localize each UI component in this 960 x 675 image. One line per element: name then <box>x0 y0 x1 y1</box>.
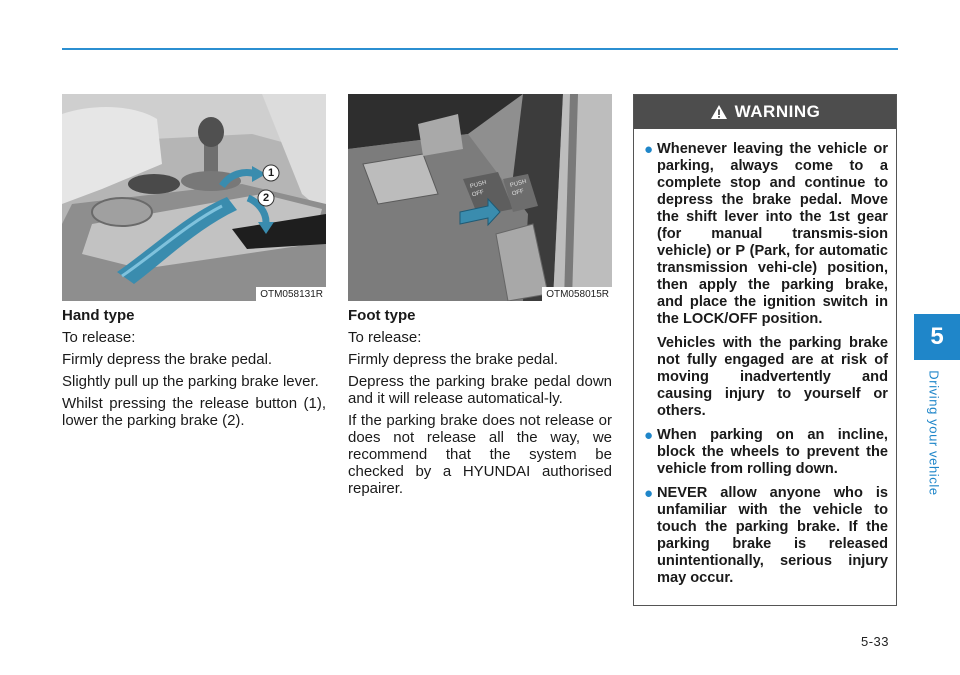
hand-brake-illustration <box>62 94 326 301</box>
warning-triangle-icon <box>710 104 728 120</box>
bullet-icon: ● <box>644 141 654 158</box>
chapter-title: Driving your vehicle <box>926 370 942 496</box>
figure-code: OTM058131R <box>256 287 326 301</box>
pedal-label-off-1: OFF <box>471 189 485 199</box>
pedal-label-push-1: PUSH <box>469 179 488 191</box>
hand-type-section <box>62 307 326 434</box>
warning-header <box>634 95 896 129</box>
warning-box <box>633 94 897 606</box>
warning-text: When parking on an incline, block the wheels to prevent the vehicle from rolling down. <box>657 427 888 477</box>
paragraph: To release: <box>348 329 422 346</box>
section-heading: Foot type <box>348 307 416 324</box>
top-rule <box>62 48 898 50</box>
bullet-icon: ● <box>644 485 654 502</box>
warning-text: Whenever leaving the vehicle or parking, always come to a complete stop and continue to depress the brake pedal. Move the shift lever into the 1st gear (for manual transmis-sion vehicle) or P (Park, for automatic transmission vehi-cle) position, then apply the parking brake, and place the ignition switch in the LOCK/OFF position. <box>657 141 888 327</box>
warning-item <box>644 485 888 587</box>
callout-1: 1 <box>267 167 275 179</box>
page-number: 5-33 <box>861 634 890 649</box>
warning-item <box>644 141 888 420</box>
paragraph: To release: <box>62 329 136 346</box>
warning-item <box>644 427 888 478</box>
callout-2: 2 <box>262 192 270 204</box>
paragraph: If the parking brake does not release or does not release all the way, we recommend that the system be checked by a HYUNDAI authorised repairer. <box>348 412 612 497</box>
paragraph: Slightly pull up the parking brake lever. <box>62 373 319 390</box>
bullet-icon: ● <box>644 427 654 444</box>
pedal-label-off-2: OFF <box>511 188 525 198</box>
foot-type-section <box>348 307 612 502</box>
paragraph: Whilst pressing the release button (1), lower the parking brake (2). <box>62 395 326 429</box>
chapter-title-side <box>924 366 944 500</box>
section-heading: Hand type <box>62 307 135 324</box>
paragraph: Depress the parking brake pedal down and it will release automatical-ly. <box>348 373 612 407</box>
chapter-number-tab: 5 <box>914 314 960 360</box>
warning-list <box>634 129 896 587</box>
foot-brake-figure <box>348 94 612 301</box>
figure-code: OTM058015R <box>542 287 612 301</box>
foot-brake-illustration <box>348 94 612 301</box>
warning-text: NEVER allow anyone who is unfamiliar with the vehicle to touch the parking brake. If the parking brake is released unintentionally, serious injury may occur. <box>657 485 888 586</box>
paragraph: Firmly depress the brake pedal. <box>348 351 559 368</box>
pedal-label-push-2: PUSH <box>509 178 528 190</box>
warning-text: Vehicles with the parking brake not fully engaged are at risk of moving inadvertently and causing injury to yourself or others. <box>657 335 888 419</box>
hand-brake-figure <box>62 94 326 301</box>
paragraph: Firmly depress the brake pedal. <box>62 351 273 368</box>
warning-title: WARNING <box>734 102 821 121</box>
